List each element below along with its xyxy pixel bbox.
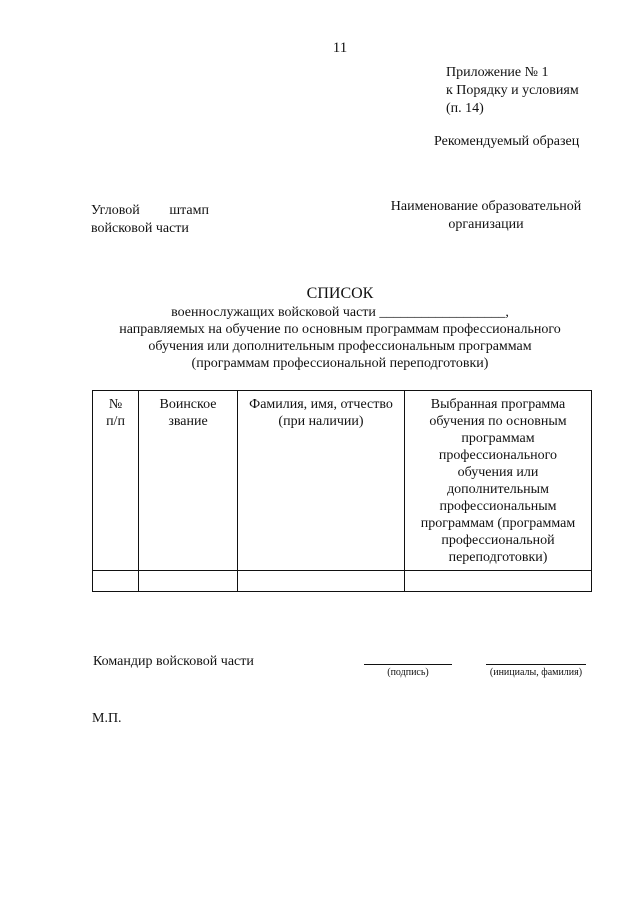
stamp-line-2: войсковой части bbox=[91, 221, 189, 236]
list-subtitle-line-2: направляемых на обучение по основным программам профессионального bbox=[119, 322, 561, 337]
table-cell-empty[interactable] bbox=[238, 571, 405, 592]
header-program: Выбранная программа обучения по основным программам профессионального обучения или дополнительным профессиональным программам (программам профессиональной переподготовки) bbox=[405, 391, 592, 571]
header-full-name: Фамилия, имя, отчество (при наличии) bbox=[238, 391, 405, 571]
stamp-word-1: Угловой bbox=[91, 203, 140, 218]
name-field[interactable] bbox=[486, 664, 586, 678]
table-cell-empty[interactable] bbox=[405, 571, 592, 592]
list-subtitle-line-4: (программам профессиональной переподготовки) bbox=[191, 356, 489, 371]
name-line bbox=[486, 664, 586, 665]
header-rank: Воинское звание bbox=[139, 391, 238, 571]
organization-line-2: организации bbox=[448, 217, 524, 232]
appendix-line-3: (п. 14) bbox=[446, 101, 484, 116]
seal-place-label: М.П. bbox=[92, 711, 122, 726]
organization-name-label bbox=[376, 198, 596, 234]
stamp-word-2: штамп bbox=[169, 203, 209, 218]
commander-label: Командир войсковой части bbox=[93, 654, 254, 669]
corner-stamp-label bbox=[91, 202, 209, 238]
appendix-line-2: к Порядку и условиям bbox=[446, 83, 579, 98]
list-subtitle-line-3: обучения или дополнительным профессиональным программам bbox=[148, 339, 532, 354]
organization-line-1: Наименование образовательной bbox=[390, 199, 582, 214]
table-cell-empty[interactable] bbox=[139, 571, 238, 592]
sample-label: Рекомендуемый образец bbox=[434, 134, 580, 149]
signature-line bbox=[364, 664, 452, 665]
personnel-table bbox=[92, 390, 592, 592]
signature-field[interactable] bbox=[364, 664, 452, 678]
name-caption: (инициалы, фамилия) bbox=[489, 667, 583, 678]
table-cell-empty[interactable] bbox=[93, 571, 139, 592]
header-number: № п/п bbox=[93, 391, 139, 571]
table-row bbox=[93, 571, 592, 592]
list-subtitle-line-1: военнослужащих войсковой части __________________, bbox=[171, 305, 509, 320]
appendix-line-1: Приложение № 1 bbox=[446, 65, 549, 80]
appendix-note bbox=[446, 64, 579, 118]
page-number: 11 bbox=[332, 40, 348, 56]
list-heading bbox=[60, 284, 620, 372]
list-title: СПИСОК bbox=[306, 285, 374, 302]
signature-caption: (подпись) bbox=[387, 667, 429, 678]
table-header-row bbox=[93, 391, 592, 571]
